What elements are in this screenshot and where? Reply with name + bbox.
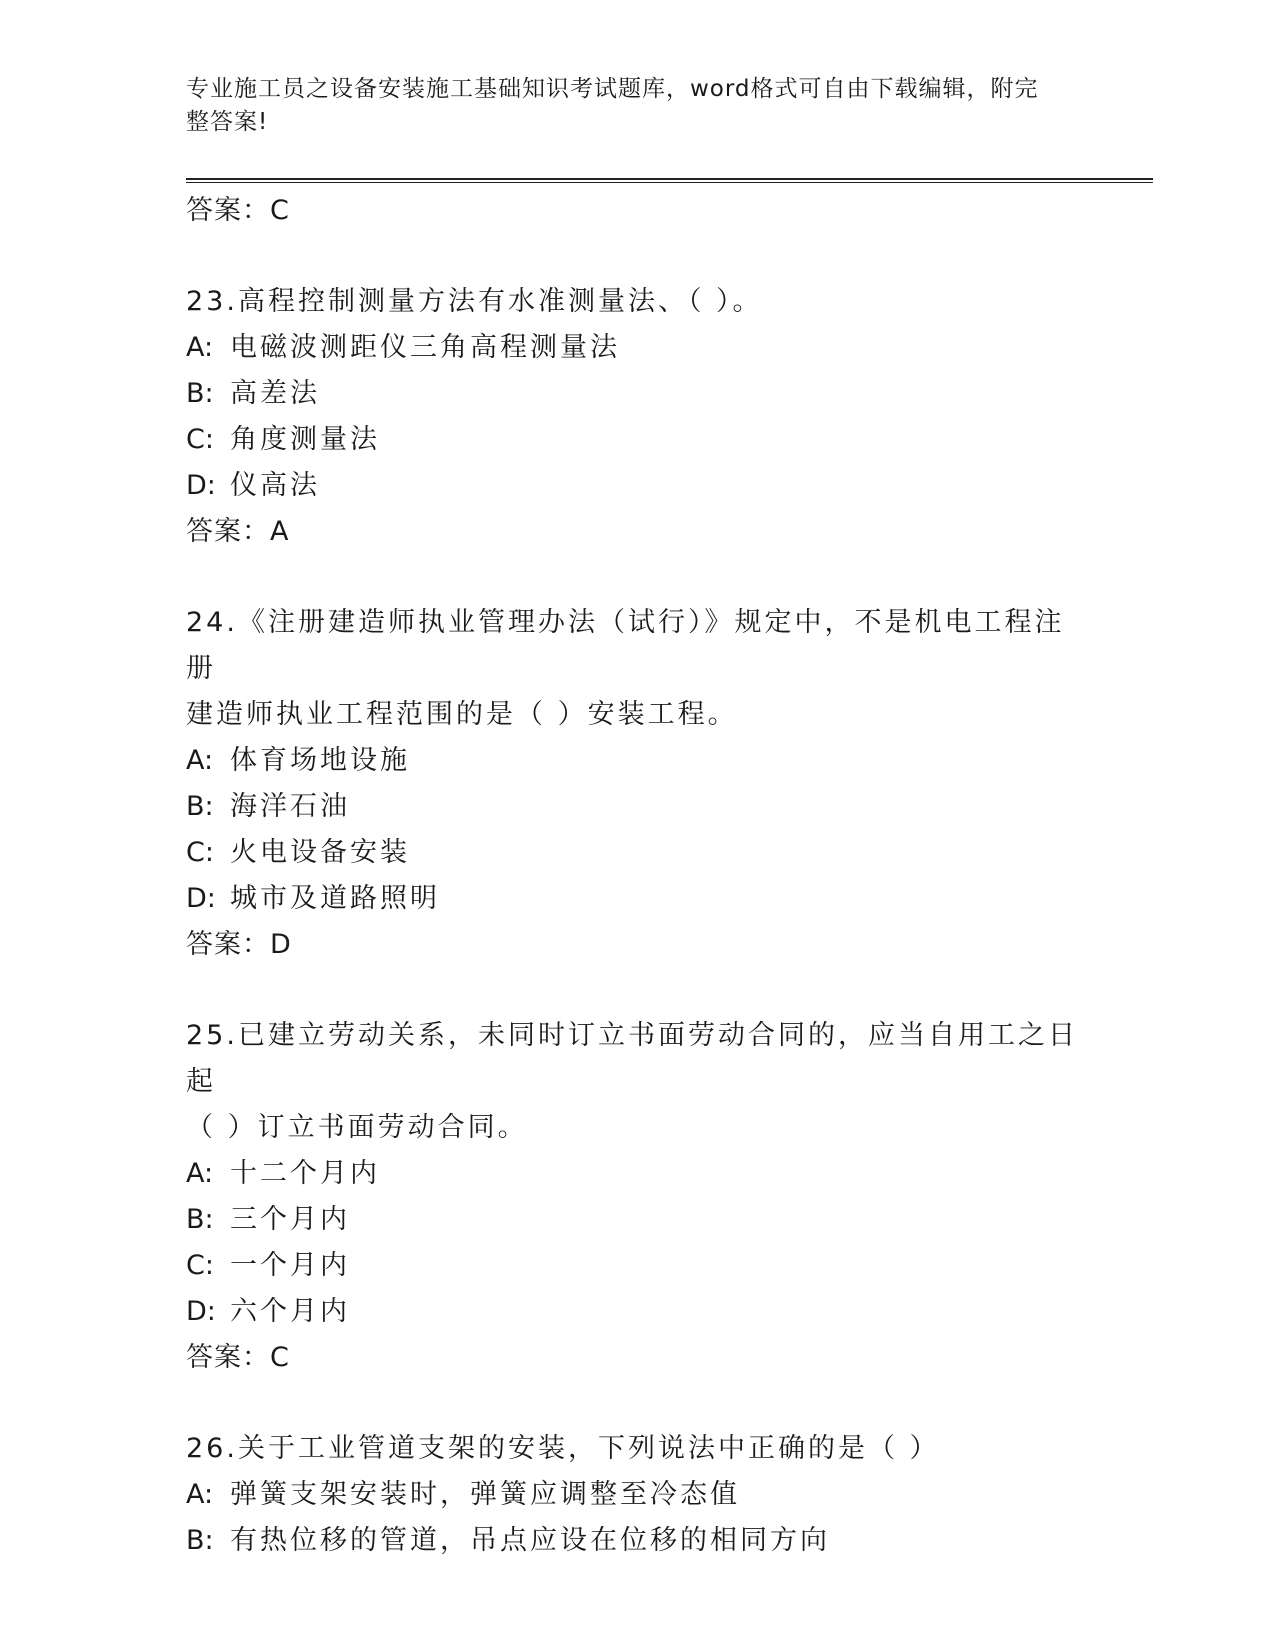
document-header	[186, 73, 1066, 139]
option-c	[186, 417, 1086, 463]
option-letter: C:	[186, 424, 214, 455]
question-text: 26.关于工业管道支架的安装，下列说法中正确的是（ ）	[186, 1433, 940, 1464]
option-text: 一个月内	[230, 1250, 350, 1281]
question-text-line-2: （ ）订立书面劳动合同。	[186, 1112, 528, 1143]
option-letter: D:	[186, 470, 216, 501]
question-text: 23.高程控制测量方法有水准测量法、（ ）。	[186, 286, 763, 317]
document-body	[186, 188, 1086, 1564]
option-text: 仪高法	[230, 470, 320, 501]
option-text: 高差法	[230, 378, 320, 409]
option-b	[186, 371, 1086, 417]
spacer	[186, 555, 1086, 600]
option-letter: A:	[186, 1479, 214, 1510]
option-text: 城市及道路照明	[230, 883, 440, 914]
option-letter: B:	[186, 791, 214, 822]
spacer	[186, 1381, 1086, 1426]
option-text: 有热位移的管道，吊点应设在位移的相同方向	[230, 1525, 830, 1556]
option-letter: A:	[186, 332, 214, 363]
option-d	[186, 876, 1086, 922]
question-text-line-2: 建造师执业工程范围的是（ ）安装工程。	[186, 699, 738, 730]
option-text: 三个月内	[230, 1204, 350, 1235]
option-text: 火电设备安装	[230, 837, 410, 868]
question-block-23	[186, 279, 1086, 555]
answer-line: 答案：D	[186, 929, 292, 960]
option-text: 体育场地设施	[230, 745, 410, 776]
option-a	[186, 1151, 1086, 1197]
option-letter: C:	[186, 1250, 214, 1281]
answer-line: 答案：A	[186, 516, 290, 547]
option-letter: D:	[186, 883, 216, 914]
question-text-line-1: 24.《注册建造师执业管理办法（试行）》规定中，不是机电工程注册	[186, 607, 1065, 684]
option-d	[186, 1289, 1086, 1335]
option-letter: B:	[186, 378, 214, 409]
question-block-26	[186, 1426, 1086, 1564]
option-b	[186, 1197, 1086, 1243]
header-line-1: 专业施工员之设备安装施工基础知识考试题库，word格式可自由下载编辑，附完	[186, 76, 1039, 102]
option-c	[186, 830, 1086, 876]
option-text: 六个月内	[230, 1296, 350, 1327]
option-a	[186, 1472, 1086, 1518]
question-block-24	[186, 600, 1086, 968]
option-letter: A:	[186, 745, 214, 776]
option-b	[186, 1518, 1086, 1564]
header-line-2: 整答案!	[186, 109, 269, 135]
option-b	[186, 784, 1086, 830]
option-a	[186, 738, 1086, 784]
option-c	[186, 1243, 1086, 1289]
option-letter: B:	[186, 1204, 214, 1235]
option-letter: C:	[186, 837, 214, 868]
option-text: 弹簧支架安装时，弹簧应调整至冷态值	[230, 1479, 740, 1510]
spacer	[186, 968, 1086, 1013]
option-text: 角度测量法	[230, 424, 380, 455]
option-text: 十二个月内	[230, 1158, 380, 1189]
answer-line: 答案：C	[186, 195, 290, 226]
question-text-line-1: 25.已建立劳动关系，未同时订立书面劳动合同的，应当自用工之日起	[186, 1020, 1078, 1097]
answer-line: 答案：C	[186, 1342, 290, 1373]
header-divider-thick	[186, 178, 1153, 180]
option-d	[186, 463, 1086, 509]
option-letter: D:	[186, 1296, 216, 1327]
option-letter: B:	[186, 1525, 214, 1556]
option-text: 海洋石油	[230, 791, 350, 822]
option-text: 电磁波测距仪三角高程测量法	[230, 332, 620, 363]
option-a	[186, 325, 1086, 371]
header-divider-thin	[186, 182, 1153, 183]
spacer	[186, 234, 1086, 279]
option-letter: A:	[186, 1158, 214, 1189]
question-block-25	[186, 1013, 1086, 1381]
